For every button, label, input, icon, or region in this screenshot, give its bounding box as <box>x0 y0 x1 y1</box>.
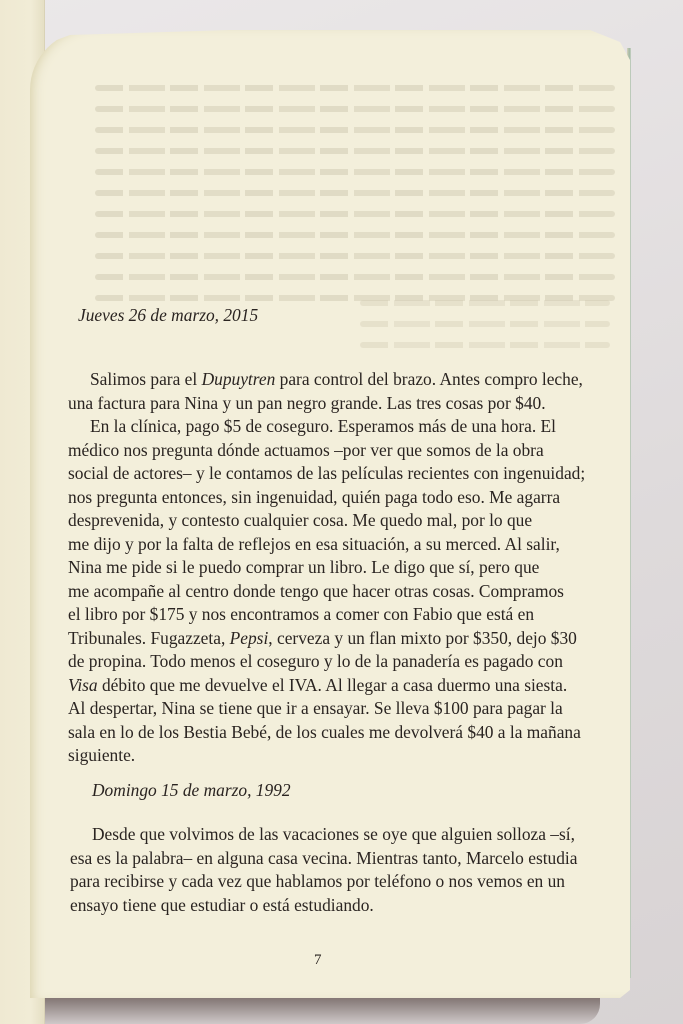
text-line: ensayo tiene que estudiar o está estudiando. <box>70 894 374 915</box>
text-line: desprevenida, y contesto cualquier cosa. Me quedo mal, por lo que <box>68 510 533 530</box>
text-span: Tribunales. Fugazzeta, <box>68 627 230 648</box>
text-line: me acompañe al centro donde tengo que hacer otras cosas. Compramos <box>68 580 564 601</box>
italic-text: Visa <box>68 674 98 695</box>
show-through-texture <box>95 85 615 325</box>
text-line: Desde que volvimos de las vacaciones se oye que alguien solloza –sí, <box>92 824 575 844</box>
show-through-line <box>360 342 610 348</box>
text-line: el libro por $175 y nos encontramos a comer con Fabio que está en <box>68 604 535 624</box>
page-number: 7 <box>314 952 322 968</box>
show-through-line <box>95 85 615 91</box>
text-line: para recibirse y cada vez que hablamos por teléfono o nos vemos en un <box>70 871 565 891</box>
entry-1-body <box>68 368 585 768</box>
text-span: , cerveza y un flan mixto por $350, dejo $30 <box>268 627 577 648</box>
text-span: para control del brazo. Antes compro leche, <box>275 369 583 389</box>
show-through-line <box>95 169 615 175</box>
show-through-line <box>95 274 615 280</box>
text-line: me dijo y por la falta de reflejos en esa situación, a su merced. Al salir, <box>68 533 560 554</box>
text-line: Al despertar, Nina se tiene que ir a ensayar. Se lleva $100 para pagar la <box>68 698 563 718</box>
show-through-line <box>95 190 615 196</box>
text-line <box>68 674 585 698</box>
text-line <box>68 368 585 392</box>
entry-date-heading: Jueves 26 de marzo, 2015 <box>78 305 259 325</box>
text-span: débito que me devuelve el IVA. Al llegar a casa duermo una siesta. <box>97 674 568 695</box>
show-through-line <box>95 253 615 259</box>
show-through-line <box>95 211 615 217</box>
show-through-line <box>95 148 615 154</box>
text-line: siguiente. <box>68 745 136 765</box>
text-line: una factura para Nina y un pan negro grande. Las tres cosas por $40. <box>68 392 546 413</box>
text-line: nos pregunta entonces, sin ingenuidad, quién paga todo eso. Me agarra <box>68 486 561 507</box>
text-line: de propina. Todo menos el coseguro y lo de la panadería es pagado con <box>68 651 563 671</box>
italic-text: Pepsi <box>229 627 269 648</box>
text-line: sala en lo de los Bestia Bebé, de los cuales me devolverá $40 a la mañana <box>68 721 581 742</box>
show-through-line <box>95 232 615 238</box>
text-span: Salimos para el <box>90 369 202 389</box>
italic-text: Dupuytren <box>201 369 276 389</box>
show-through-line <box>95 106 615 112</box>
text-line <box>68 627 585 651</box>
text-line: esa es la palabra– en alguna casa vecina. Mientras tanto, Marcelo estudia <box>70 847 578 868</box>
entry-2-body <box>70 823 578 917</box>
text-line: En la clínica, pago $5 de coseguro. Esperamos más de una hora. El <box>90 416 557 436</box>
show-through-line <box>360 300 610 306</box>
show-through-line <box>360 321 610 327</box>
text-line: social de actores– y le contamos de las películas recientes con ingenuidad; <box>68 463 586 483</box>
text-line: médico nos pregunta dónde actuamos –por ver que somos de la obra <box>68 439 544 460</box>
text-line: Nina me pide si le puedo comprar un libro. Le digo que sí, pero que <box>68 557 540 577</box>
show-through-line <box>95 127 615 133</box>
entry-date-heading: Domingo 15 de marzo, 1992 <box>92 780 291 800</box>
